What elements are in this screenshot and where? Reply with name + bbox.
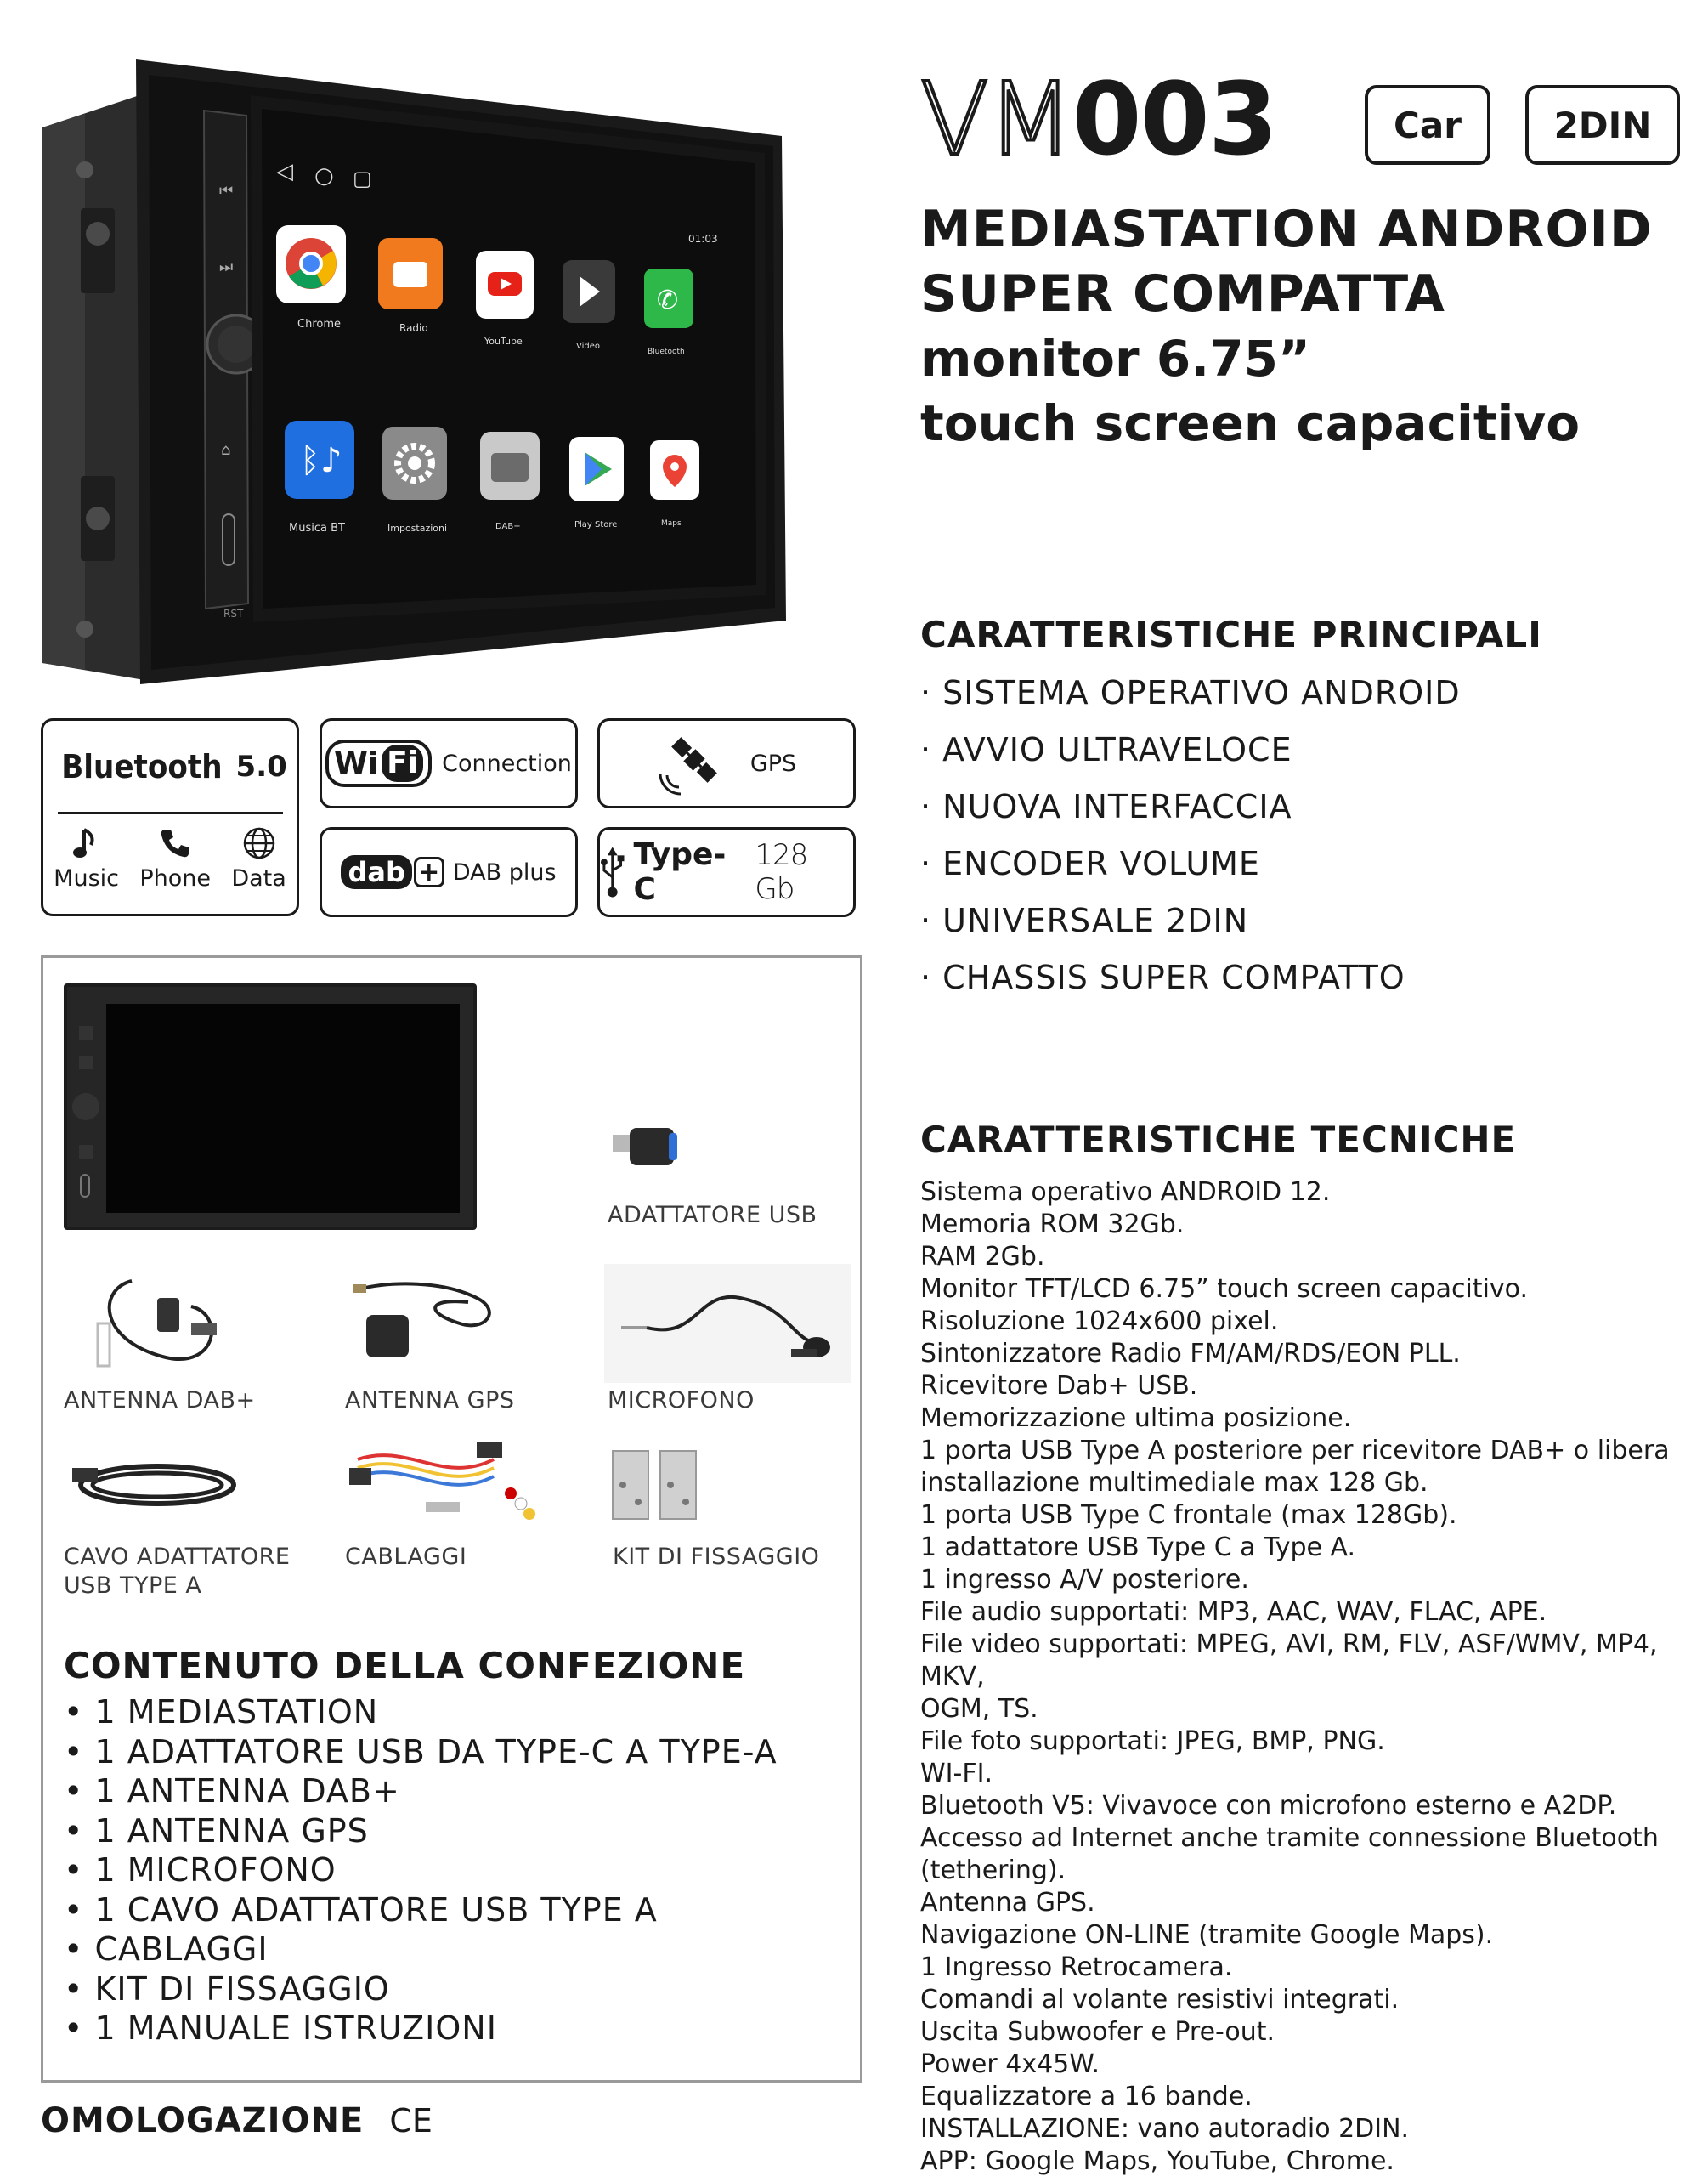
svg-text:○: ○ — [314, 163, 334, 189]
tech-line: Antenna GPS. — [920, 1888, 1095, 1918]
product-illustration — [34, 34, 799, 697]
package-box — [41, 955, 862, 2082]
bt-phone: Phone — [139, 826, 211, 892]
caption-antenna-gps: ANTENNA GPS — [345, 1387, 515, 1414]
antenna-dab-photo — [64, 1264, 259, 1383]
globe-icon — [242, 826, 276, 860]
features-list — [920, 668, 1461, 1010]
tech-line: Power 4x45W. — [920, 2049, 1100, 2079]
tech-line: Comandi al volante resistivi integrati. — [920, 1985, 1400, 2014]
tech-line: File foto supportati: JPEG, BMP, PNG. — [920, 1726, 1385, 1756]
headline-line-1: MEDIASTATION ANDROID — [920, 200, 1653, 259]
model-name — [920, 60, 1276, 178]
svg-text:Impostazioni: Impostazioni — [387, 523, 448, 534]
tech-line: Bluetooth V5: Vivavoce con microfono esterno e A2DP. — [920, 1791, 1617, 1821]
package-list — [64, 1692, 778, 2048]
dab-badge — [320, 827, 578, 917]
package-item: • 1 MICROFONO — [64, 1850, 778, 1890]
svg-text:ᛒ♪: ᛒ♪ — [300, 441, 342, 480]
svg-text:Chrome: Chrome — [297, 318, 341, 331]
bt-data: Data — [231, 826, 286, 892]
tech-line: (tethering). — [920, 1856, 1066, 1885]
svg-text:Video: Video — [576, 342, 601, 351]
screen-time: 01:03 — [688, 233, 718, 245]
caption-cablaggi: CABLAGGI — [345, 1544, 467, 1570]
package-item: • 1 ADATTATORE USB DA TYPE-C A TYPE-A — [64, 1732, 778, 1772]
svg-text:YouTube: YouTube — [484, 336, 523, 347]
feature-item: · AVVIO ULTRAVELOCE — [920, 725, 1461, 782]
unit-front-photo — [64, 983, 477, 1230]
homologation-title: OMOLOGAZIONE — [41, 2101, 365, 2140]
usb-icon — [600, 845, 625, 899]
package-item: • 1 ANTENNA DAB+ — [64, 1771, 778, 1811]
feature-item: · SISTEMA OPERATIVO ANDROID — [920, 668, 1461, 725]
feature-item: · CHASSIS SUPER COMPATTO — [920, 953, 1461, 1010]
usb-adapter-photo — [604, 1119, 689, 1179]
usb-cable-photo — [64, 1442, 251, 1527]
wifi-badge — [320, 718, 578, 808]
homologation-value: CE — [389, 2102, 433, 2139]
bluetooth-word: Bluetooth — [61, 747, 223, 785]
package-item: • 1 CAVO ADATTATORE USB TYPE A — [64, 1890, 778, 1930]
package-item: • 1 MANUALE ISTRUZIONI — [64, 2009, 778, 2048]
package-item: • CABLAGGI — [64, 1930, 778, 1969]
tech-line: 1 adattatore USB Type C a Type A. — [920, 1533, 1356, 1562]
tech-line: Memoria ROM 32Gb. — [920, 1210, 1185, 1239]
wifi-label: Connection — [442, 750, 572, 777]
svg-text:Bluetooth: Bluetooth — [648, 348, 685, 356]
svg-text:✆: ✆ — [657, 286, 679, 315]
caption-kit: KIT DI FISSAGGIO — [613, 1544, 820, 1570]
feature-item: · ENCODER VOLUME — [920, 839, 1461, 896]
tech-line: OGM, TS. — [920, 1694, 1038, 1724]
package-item: • KIT DI FISSAGGIO — [64, 1969, 778, 2009]
svg-text:Play Store: Play Store — [574, 520, 618, 530]
svg-text:▢: ▢ — [353, 167, 372, 190]
music-note-icon — [72, 826, 101, 860]
tech-line: Ricevitore Dab+ USB. — [920, 1371, 1198, 1401]
tech-line: installazione multimediale max 128 Gb. — [920, 1468, 1428, 1498]
tech-line: WI-FI. — [920, 1759, 993, 1788]
headline-line-4: touch screen capacitivo — [920, 394, 1581, 452]
svg-text:DAB+: DAB+ — [495, 522, 521, 531]
usb-size: 128 Gb — [755, 838, 808, 906]
headline-line-2: SUPER COMPATTA — [920, 264, 1445, 324]
satellite-icon — [657, 729, 725, 797]
caption-microfono: MICROFONO — [608, 1387, 755, 1414]
bluetooth-badge — [41, 718, 299, 916]
tech-list — [920, 1176, 1698, 2176]
headline-line-3: monitor 6.75” — [920, 330, 1311, 388]
tech-line: 1 ingresso A/V posteriore. — [920, 1565, 1249, 1595]
svg-text:◁: ◁ — [276, 159, 293, 184]
package-title: CONTENUTO DELLA CONFEZIONE — [64, 1645, 746, 1686]
svg-text:⌂: ⌂ — [221, 441, 231, 459]
tech-line: APP: Google Maps, YouTube, Chrome. — [920, 2146, 1394, 2176]
phone-icon — [158, 826, 192, 860]
svg-text:Maps: Maps — [661, 519, 682, 528]
tech-line: Sintonizzatore Radio FM/AM/RDS/EON PLL. — [920, 1339, 1461, 1368]
feature-item: · UNIVERSALE 2DIN — [920, 896, 1461, 953]
tech-line: Memorizzazione ultima posizione. — [920, 1403, 1352, 1433]
tag-car: Car — [1365, 85, 1490, 165]
tech-line: RAM 2Gb. — [920, 1242, 1045, 1272]
headline — [920, 197, 1685, 456]
dab-label: DAB plus — [452, 858, 557, 886]
tech-line: Sistema operativo ANDROID 12. — [920, 1177, 1331, 1207]
caption-antenna-dab: ANTENNA DAB+ — [64, 1387, 256, 1414]
wifi-logo: Wi Fi — [325, 740, 432, 787]
tech-line: Accesso ad Internet anche tramite connessione Bluetooth — [920, 1823, 1659, 1853]
feature-item: · NUOVA INTERFACCIA — [920, 782, 1461, 839]
tech-line: 1 Ingresso Retrocamera. — [920, 1952, 1233, 1982]
svg-text:⏮: ⏮ — [219, 182, 234, 200]
tech-line: Uscita Subwoofer e Pre-out. — [920, 2017, 1275, 2047]
model-outline: VM — [920, 60, 1072, 178]
usb-type: Type-C — [633, 837, 727, 907]
features-title: CARATTERISTICHE PRINCIPALI — [920, 614, 1542, 655]
caption-cavo: CAVO ADATTATORE USB TYPE A — [64, 1544, 291, 1599]
tech-title: CARATTERISTICHE TECNICHE — [920, 1119, 1517, 1160]
tech-line: File audio supportati: MP3, AAC, WAV, FLAC, APE. — [920, 1597, 1547, 1627]
microphone-photo — [604, 1264, 851, 1383]
wiring-harness-photo — [341, 1434, 553, 1536]
antenna-gps-photo — [341, 1272, 511, 1374]
gps-badge — [597, 718, 856, 808]
tech-line: INSTALLAZIONE: vano autoradio 2DIN. — [920, 2114, 1410, 2144]
mounting-kit-photo — [604, 1442, 706, 1527]
rst-label: RST — [223, 608, 244, 620]
tech-line: Monitor TFT/LCD 6.75” touch screen capacitivo. — [920, 1274, 1529, 1304]
homologation — [41, 2101, 433, 2140]
tech-line: Equalizzatore a 16 bande. — [920, 2082, 1253, 2111]
tech-line: Navigazione ON-LINE (tramite Google Maps). — [920, 1920, 1494, 1950]
tech-line: 1 porta USB Type A posteriore per ricevitore DAB+ o libera — [920, 1436, 1670, 1465]
caption-usb-adapter: ADATTATORE USB — [608, 1202, 817, 1228]
model-number: 003 — [1072, 60, 1276, 178]
svg-text:Radio: Radio — [399, 322, 428, 334]
package-item: • 1 ANTENNA GPS — [64, 1811, 778, 1851]
tech-line: 1 porta USB Type C frontale (max 128Gb). — [920, 1500, 1457, 1530]
svg-text:Musica BT: Musica BT — [289, 522, 345, 535]
gps-label: GPS — [749, 750, 797, 777]
tag-2din: 2DIN — [1525, 85, 1680, 165]
tech-line: File video supportati: MPEG, AVI, RM, FLV, ASF/WMV, MP4, MKV, — [920, 1629, 1658, 1692]
tech-line: Risoluzione 1024x600 pixel. — [920, 1306, 1279, 1336]
svg-text:⏭: ⏭ — [219, 258, 234, 276]
dab-logo: dab + — [341, 855, 444, 889]
package-item: • 1 MEDIASTATION — [64, 1692, 778, 1732]
usb-badge — [597, 827, 856, 917]
bt-music: Music — [54, 826, 119, 892]
bluetooth-version: 5.0 — [235, 749, 287, 784]
